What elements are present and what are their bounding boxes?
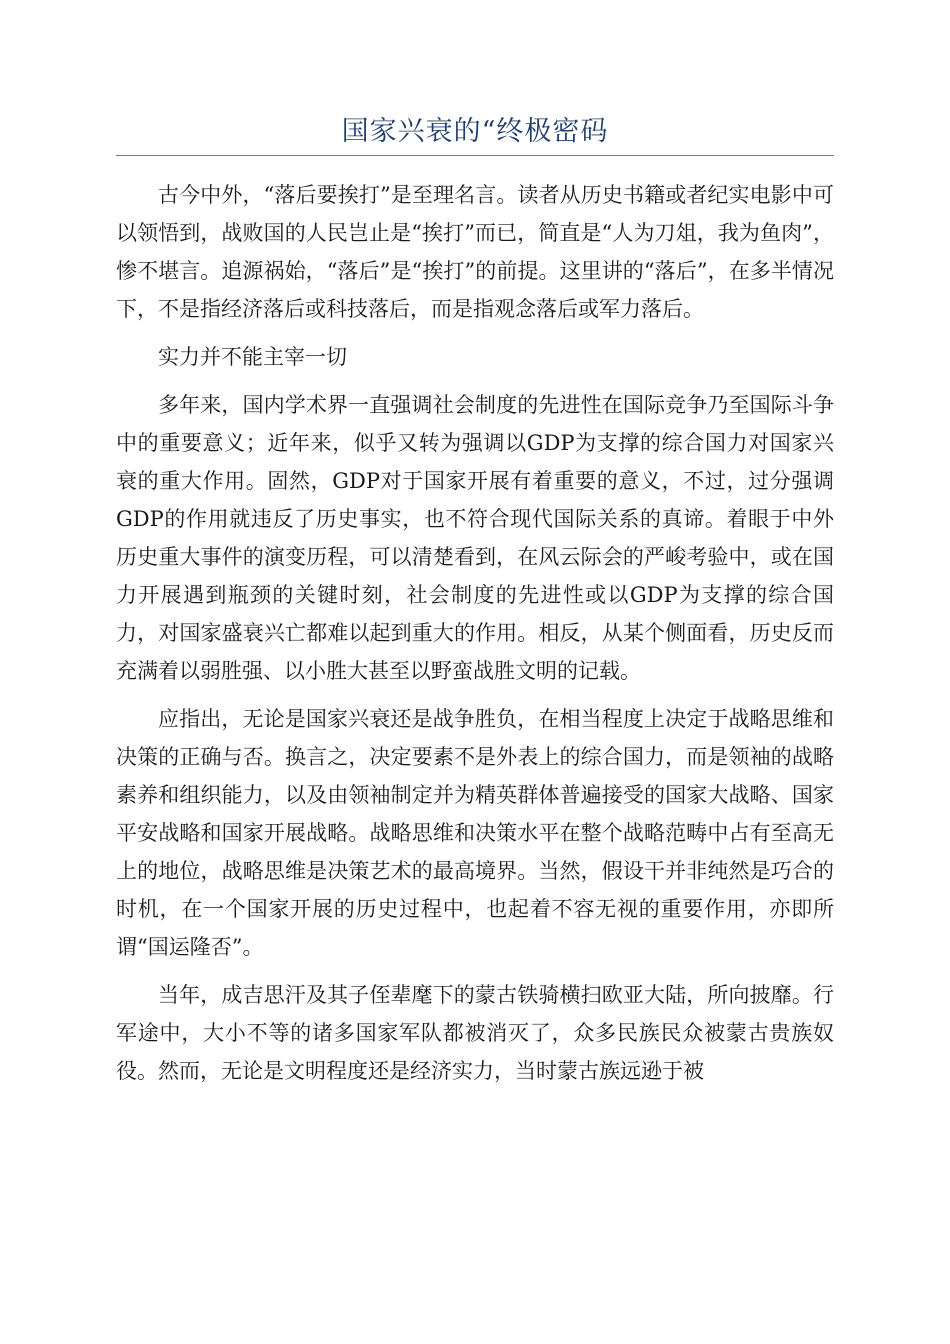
paragraph-gdp: 多年来，国内学术界一直强调社会制度的先进性在国际竞争乃至国际斗争中的重要意义；近年来，似乎又转为强调以GDP为支撑的综合国力对国家兴衰的重大作用。固然，GDP对于国家开展有着重要的意义，不过，过分强调GDP的作用就违反了历史事实，也不符合现代国际关系的真谛。着眼于中外历史重大事件的演变历程，可以清楚看到，在风云际会的严峻考验中，或在国力开展遇到瓶颈的关键时刻，社会制度的先进性或以GDP为支撑的综合国力，对国家盛衰兴亡都难以起到重大的作用。相反，从某个侧面看，历史反而充满着以弱胜强、以小胜大甚至以野蛮战胜文明的记载。 [116, 393, 834, 683]
paragraph-intro: 古今中外，“落后要挨打”是至理名言。读者从历史书籍或者纪实电影中可以领悟到，战败国的人民岂止是“挨打”而已，简直是“人为刀俎，我为鱼肉”，惨不堪言。追源祸始，“落后”是“挨打”的前提。这里讲的“落后”，在多半情况下，不是指经济落后或科技落后，而是指观念落后或军力落后。 [116, 183, 834, 321]
paragraph-strategy: 应指出，无论是国家兴衰还是战争胜负，在相当程度上决定于战略思维和决策的正确与否。换言之，决定要素不是外表上的综合国力，而是领袖的战略素养和组织能力，以及由领袖制定并为精英群体普遍接受的国家大战略、国家平安战略和国家开展战略。战略思维和决策水平在整个战略范畴中占有至高无上的地位，战略思维是决策艺术的最高境界。当然，假设干并非纯然是巧合的时机，在一个国家开展的历史过程中，也起着不容无视的重要作用，亦即所谓“国运隆否”。 [116, 707, 834, 959]
document-title: 国家兴衰的“终极密码 [341, 116, 609, 147]
section-heading: 实力并不能主宰一切 [158, 345, 347, 369]
document-body [116, 176, 834, 1100]
title-underline-rule [116, 155, 834, 156]
paragraph-mongol: 当年，成吉思汗及其子侄辈麾下的蒙古铁骑横扫欧亚大陆，所向披靡。行军途中，大小不等的诸多国家军队都被消灭了，众多民族民众被蒙古贵族奴役。然而，无论是文明程度还是经济实力，当时蒙古族远逊于被 [116, 983, 834, 1083]
